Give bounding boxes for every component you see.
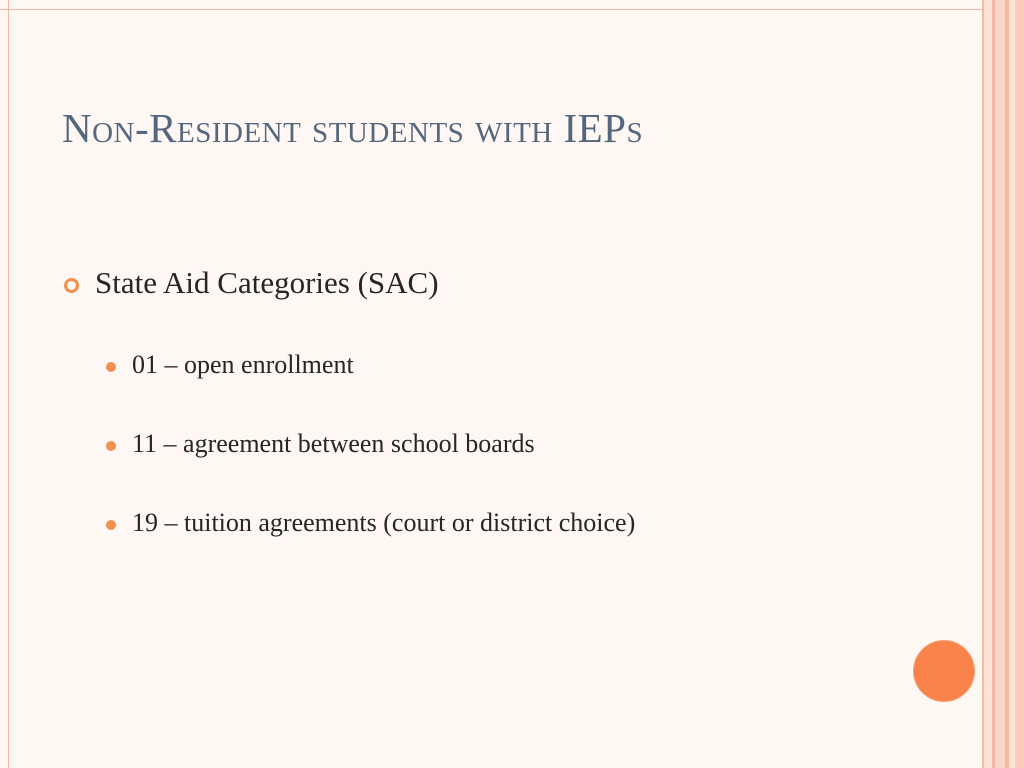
- stripe: [984, 0, 992, 768]
- bullet-item-level1: [64, 265, 439, 301]
- left-border-line: [8, 0, 9, 768]
- sub-bullet-item: [106, 350, 354, 380]
- sub-bullet-item: [106, 508, 635, 538]
- stripe: [995, 0, 1005, 768]
- ring-bullet-icon: [64, 278, 79, 293]
- right-stripe-decoration: [982, 0, 1024, 768]
- sub-bullet-text: 11 – agreement between school boards: [132, 429, 535, 458]
- sub-bullet-text: 01 – open enrollment: [132, 350, 354, 379]
- dot-bullet-icon: [106, 520, 116, 530]
- top-border-line: [0, 9, 982, 10]
- orange-circle-decoration: [913, 640, 975, 702]
- dot-bullet-icon: [106, 362, 116, 372]
- sub-bullet-item: [106, 429, 535, 459]
- sub-bullet-text: 19 – tuition agreements (court or district choice): [132, 508, 636, 537]
- dot-bullet-icon: [106, 441, 116, 451]
- stripe: [1015, 0, 1024, 768]
- bullet-text: State Aid Categories (SAC): [95, 265, 439, 300]
- slide-title: Non-Resident students with IEPs: [62, 105, 644, 151]
